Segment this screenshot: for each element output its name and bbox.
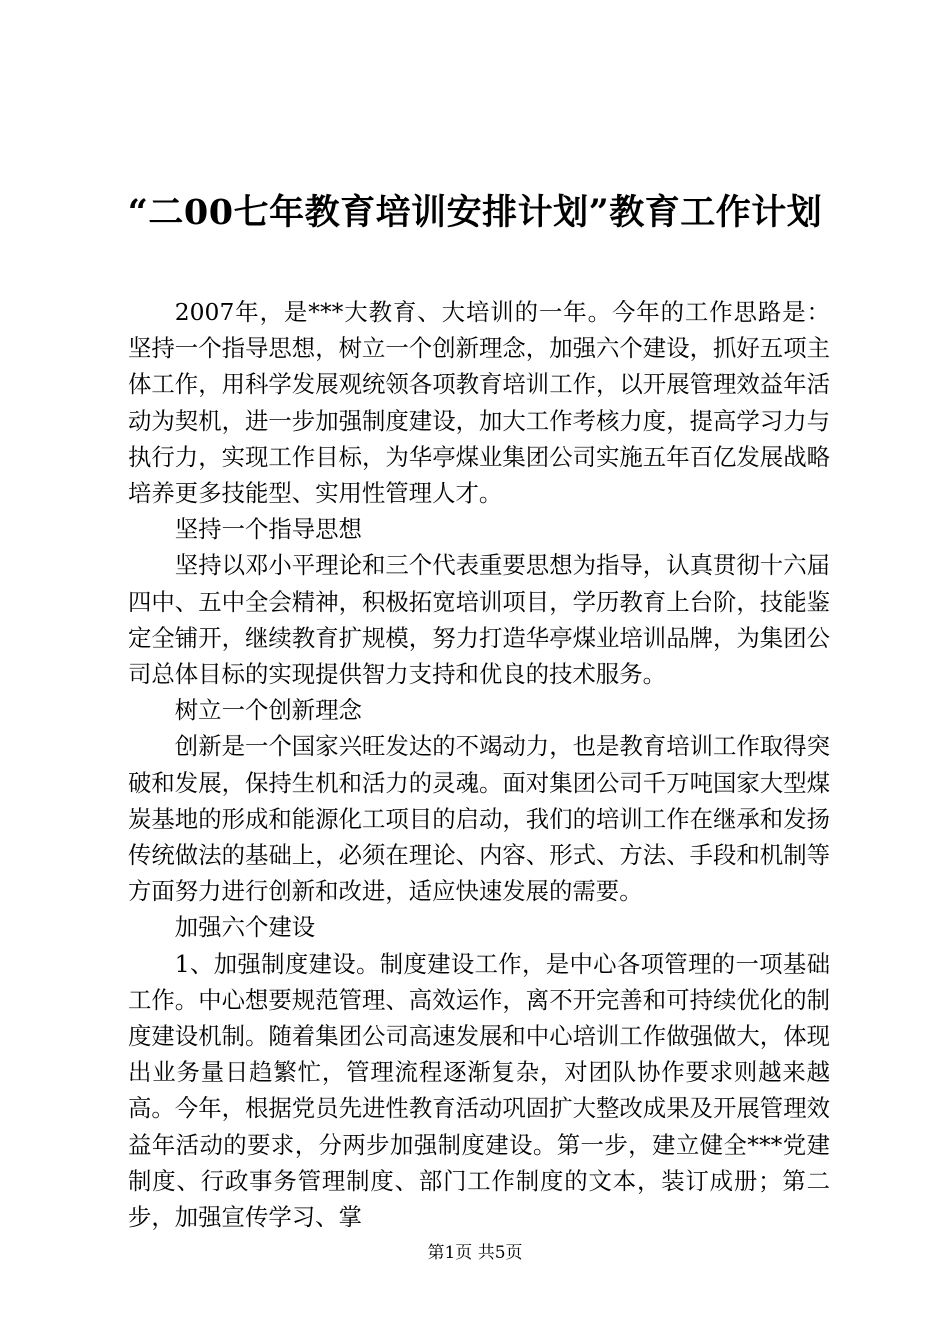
document-body	[128, 294, 830, 1235]
section-heading-guiding-thought: 坚持一个指导思想	[174, 515, 362, 544]
paragraph-guiding-thought: 坚持以邓小平理论和三个代表重要思想为指导，认真贯彻十六届四中、五中全会精神，积极拓宽培训项目，学历教育上台阶，技能鉴定全铺开，继续教育扩规模，努力打造华亭煤业培训品牌，为集团公司总体目标的实现提供智力支持和优良的技术服务。	[128, 551, 830, 689]
document-title: “二00七年教育培训安排计划”教育工作计划	[127, 192, 823, 233]
section-heading-innovation: 树立一个创新理念	[174, 696, 362, 725]
paragraph-innovation: 创新是一个国家兴旺发达的不竭动力，也是教育培训工作取得突破和发展，保持生机和活力的灵魂。面对集团公司千万吨国家大型煤炭基地的形成和能源化工项目的启动，我们的培训工作在继承和发扬传统做法的基础上，必须在理论、内容、形式、方法、手段和机制等方面努力进行创新和改进，适应快速发展的需要。	[128, 732, 830, 906]
section-heading-six-constructions: 加强六个建设	[174, 913, 316, 942]
paragraph-system-construction: 1、加强制度建设。制度建设工作，是中心各项管理的一项基础工作。中心想要规范管理、高效运作，离不开完善和可持续优化的制度建设机制。随着集团公司高速发展和中心培训工作做强做大，体现出业务量日趋繁忙，管理流程逐渐复杂，对团队协作要求则越来越高。今年，根据党员先进性教育活动巩固扩大整改成果及开展管理效益年活动的要求，分两步加强制度建设。第一步，建立健全***党建制度、行政事务管理制度、部门工作制度的文本，装订成册；第二步，加强宣传学习、掌	[128, 949, 830, 1232]
page-number-footer: 第1页 共5页	[427, 1243, 523, 1263]
paragraph-intro: 2007年，是***大教育、大培训的一年。今年的工作思路是：坚持一个指导思想，树立一个创新理念，加强六个建设，抓好五项主体工作，用科学发展观统领各项教育培训工作，以开展管理效益年活动为契机，进一步加强制度建设，加大工作考核力度，提高学习力与执行力，实现工作目标，为华亭煤业集团公司实施五年百亿发展战略培养更多技能型、实用性管理人才。	[128, 298, 830, 508]
